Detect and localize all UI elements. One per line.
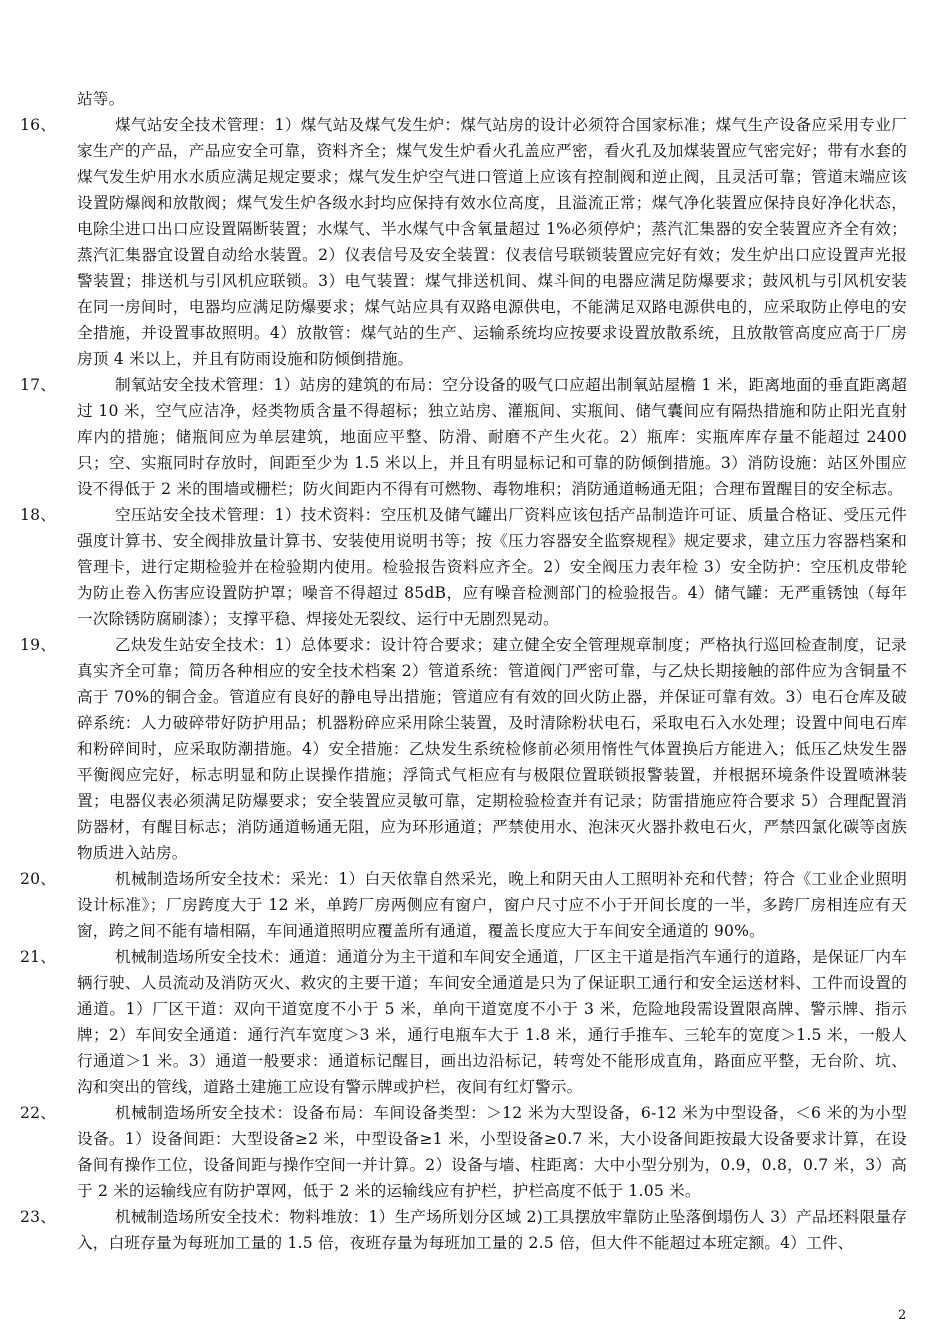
body-text [20,86,907,1256]
item-number: 19、 [20,636,57,654]
list-item [20,502,907,632]
list-item [20,372,907,502]
item-text: 乙炔发生站安全技术：1）总体要求：设计符合要求；建立健全安全管理规章制度；严格执行巡回检查制度，记录真实齐全可靠；简历各种相应的安全技术档案 2）管道系统：管道阀门严密可靠，与乙炔长期接触的部件应为含铜量不高于 70%的铜合金。管道应有良好的静电导出措施；管道应有有效的回火防止器，并保证可靠有效。3）电石仓库及破碎系统：人力破碎带好防护用品；机器粉碎应采用除尘装置，及时清除粉状电石，采取电石入水处理；设置中间电石库和粉碎间时，应采取防潮措施。4）安全措施：乙炔发生系统检修前必须用惰性气体置换后方能进入；低压乙炔发生器平衡阀应完好，标志明显和防止误操作措施；浮筒式气柜应有与极限位置联锁报警装置，并根据环境条件设置喷淋装置；电器仪表必须满足防爆要求；安全装置应灵敏可靠，定期检验检查并有记录；防雷措施应符合要求 5）合理配置消防器材，有醒目标志；消防通道畅通无阻，应为环形通道；严禁使用水、泡沫灭火器扑救电石火，严禁四氯化碳等卤族物质进入站房。 [77,636,907,862]
item-text: 机械制造场所安全技术：采光：1）白天依靠自然采光，晚上和阴天由人工照明补充和代替；符合《工业企业照明设计标准》；厂房跨度大于 12 米，单跨厂房两侧应有窗户，窗户尺寸应不小于开间长度的一半，多跨厂房相连应有天窗，跨之间不能有墙相隔，车间通道照明应覆盖所有通道，覆盖长度应大于车间安全通道的 90%。 [77,870,907,940]
page-number: 2 [898,1308,907,1323]
item-number: 17、 [20,376,57,394]
list-item [20,632,907,866]
item-text: 机械制造场所安全技术：通道：通道分为主干道和车间安全通道，厂区主干道是指汽车通行的道路，是保证厂内车辆行驶、人员流动及消防灭火、救灾的主要干道；车间安全通道是只为了保证职工通行和安全运送材料、工件而设置的通道。1）厂区干道：双向干道宽度不小于 5 米，单向干道宽度不小于 3 米，危险地段需设置限高牌、警示牌、指示牌；2）车间安全通道：通行汽车宽度＞3 米，通行电瓶车大于 1.8 米，通行手推车、三轮车的宽度＞1.5 米，一般人行通道＞1 米。3）通道一般要求：通道标记醒目，画出边沿标记，转弯处不能形成直角，路面应平整，无台阶、坑、沟和突出的管线，道路土建施工应设有警示牌或护栏，夜间有红灯警示。 [77,948,907,1096]
item-text: 空压站安全技术管理：1）技术资料：空压机及储气罐出厂资料应该包括产品制造许可证、质量合格证、受压元件强度计算书、安全阀排放量计算书、安装使用说明书等；按《压力容器安全监察规程》规定要求，建立压力容器档案和管理卡，进行定期检验并在检验期内使用。检验报告资料应齐全。2）安全阀压力表年检 3）安全防护：空压机皮带轮为防止卷入伤害应设置防护罩；噪音不得超过 85dB，应有噪音检测部门的检验报告。4）储气罐：无严重锈蚀（每年一次除锈防腐刷漆）；支撑平稳、焊接处无裂纹、运行中无剧烈晃动。 [77,506,907,628]
item-number: 23、 [20,1208,57,1226]
item-text: 机械制造场所安全技术：物料堆放：1）生产场所划分区域 2)工具摆放牢靠防止坠落倒塌伤人 3）产品坯料限量存入，白班存量为每班加工量的 1.5 倍，夜班存量为每班加工量的 2.5 倍，但大件不能超过本班定额。4）工件、 [77,1208,907,1252]
item-number: 22、 [20,1104,57,1122]
item-number: 18、 [20,506,57,524]
list-item [20,1100,907,1204]
item-text: 机械制造场所安全技术：设备布局：车间设备类型：＞12 米为大型设备，6-12 米为中型设备，＜6 米的为小型设备。1）设备间距：大型设备≥2 米，中型设备≥1 米，小型设备≥0.7 米，大小设备间距按最大设备要求计算，在设备间有操作工位，设备间距与操作空间一并计算。2）设备与墙、柱距离：大中小型分别为，0.9，0.8，0.7 米，3）高于 2 米的运输线应有防护罩网，低于 2 米的运输线应有护栏，护栏高度不低于 1.05 米。 [77,1104,907,1200]
item-text: 煤气站安全技术管理：1）煤气站及煤气发生炉：煤气站房的设计必须符合国家标准；煤气生产设备应采用专业厂家生产的产品，产品应安全可靠，资料齐全；煤气发生炉看火孔盖应严密，看火孔及加煤装置应气密完好；带有水套的煤气发生炉用水水质应满足规定要求；煤气发生炉空气进口管道上应该有控制阀和逆止阀，且灵活可靠；管道末端应该设置防爆阀和放散阀；煤气发生炉各级水封均应保持有效水位高度，且溢流正常；煤气净化装置应保持良好净化状态，电除尘进口出口应设置隔断装置；水煤气、半水煤气中含氧量超过 1%必须停炉；蒸汽汇集器的安全装置应齐全有效；蒸汽汇集器宜设置自动给水装置。2）仪表信号及安全装置：仪表信号联锁装置应完好有效；发生炉出口应设置声光报警装置；排送机与引风机应联锁。3）电气装置：煤气排送机间、煤斗间的电器应满足防爆要求；鼓风机与引风机安装在同一房间时，电器均应满足防爆要求；煤气站应具有双路电源供电，不能满足双路电源供电的，应采取防止停电的安全措施，并设置事故照明。4）放散管：煤气站的生产、运输系统均应按要求设置放散系统，且放散管高度应高于厂房房顶 4 米以上，并且有防雨设施和防倾倒措施。 [77,116,907,368]
list-item [20,1204,907,1256]
list-item [20,944,907,1100]
list-item [20,112,907,372]
item-number: 21、 [20,948,57,966]
item-number: 20、 [20,870,57,888]
item-text: 制氧站安全技术管理：1）站房的建筑的布局：空分设备的吸气口应超出制氧站屋檐 1 米，距离地面的垂直距离超过 10 米，空气应洁净，烃类物质含量不得超标；独立站房、灌瓶间、实瓶间、储气囊间应有隔热措施和防止阳光直射库内的措施；储瓶间应为单层建筑，地面应平整、防滑、耐磨不产生火花。2）瓶库：实瓶库库存量不能超过 2400 只；空、实瓶同时存放时，间距至少为 1.5 米以上，并且有明显标记和可靠的防倾倒措施。3）消防设施：站区外围应设不得低于 2 米的围墙或栅栏；防火间距内不得有可燃物、毒物堆积；消防通道畅通无阻；合理布置醒目的安全标志。 [77,376,907,498]
continued-line: 站等。 [77,90,125,108]
item-number: 16、 [20,116,57,134]
list-item [20,866,907,944]
